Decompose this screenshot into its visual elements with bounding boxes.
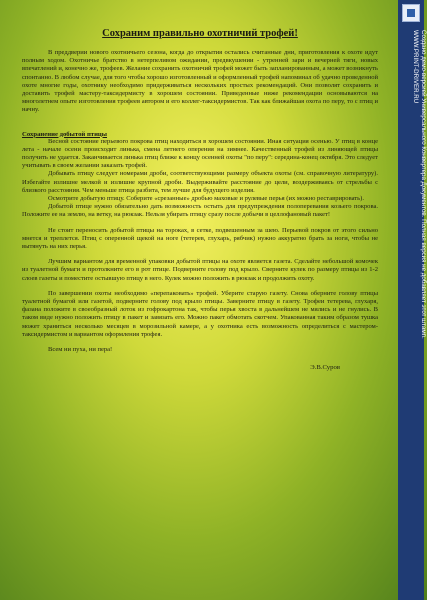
page-title: Сохраним правильно охотничий трофей! xyxy=(102,28,298,39)
paragraph: Добывать птицу следует номерами дроби, соответствующими размеру объекта охоты (см. справочную литературу). Избегайте излишне мелкой и излишне крупной дроби. Выдерживайте расстояние до цели, воздерживаясь от стрельбы с близкого расстояния. Чем меньше птица разбита, тем лучше для будущего изделия. xyxy=(22,170,378,194)
closing-line: Всем ни пуха, ни пера! xyxy=(48,346,113,354)
watermark-text xyxy=(411,30,427,339)
paragraph: Лучшим вариантом для временной упаковки добытой птицы на охоте является газета. Сделайте небольшой комочек из туалетной бумаги и протолкните его в рот птице. Подверните голову под крыло. Сверните кулек по размеру птицы из 1-2 слоев газеты и поместите остывшую птицу в него. Кулек можно положить в рюкзак и продолжить охоту. xyxy=(22,258,378,282)
converter-logo-icon xyxy=(402,4,420,22)
paragraph: По завершении охоты необходимо «перепаковать» трофей. Уберите старую газету. Снова оберните голову птицы туалетной бумагой или газетой, подверните голову под крыло птицы. Заверните птицу в газету. Трофеи тетерева, глухаря, фазана положите в своеобразный лоток из гофрокартона так, чтобы перья хвоста в дальнейшем не мялись и не гнулись. В таком виде нужно положить птицу в пакет и завязать его. Можно пакет обмотать скотчем. Упакованная таким образом тушка может храниться несколько месяцев в морозильной камере, а у охотника есть возможность определиться с мастером-таксидермистом и вариантом оформления трофея. xyxy=(22,289,378,338)
paragraph: Осмотрите добытую птицу. Соберите «срезанные» дробью маховые и рулевые перья (их можно реставрировать). xyxy=(48,195,364,203)
paragraph: Добытой птице нужно обязательно дать возможность остыть для предупреждения полоперевания козьего покрова. Положите ее на землю, на ветку, на рюкзак. Нельзя убирать птицу сразу после добычи в целлофановый пакет! xyxy=(22,203,378,219)
paragraph: Весной состояние перьевого покрова птиц находиться в хорошем состоянии. Иная ситуация осенью. У птиц в конце лета - начале осени происходит линька, смена летнего оперения на зимнее. Качественный трофей из линяющей птицы получить не удается. Заканчивается линька птиц ближе к концу осенней охоты "по перу": середина-конец октября. Это следует учитывать в своем желании заказать трофей. xyxy=(22,137,378,170)
watermark-message: Создано демо-версией Универсального Конвертера Документов. Полная версия не добавляет этот штамп. xyxy=(420,30,427,339)
spacer xyxy=(22,251,378,258)
paragraph: Не стоит переносить добытой птицы на тороках, в сетке, подвешенным за шею. Перьевой покров от этого сильно мнется и треплется. Птиц с оперенной щекой на ноге (тетерев, глухарь, рябчик) нужно аккуратно брать за ноги, чтобы не вытянуть на них перья. xyxy=(22,226,378,251)
spacer xyxy=(22,339,378,346)
section-title: Сохранение добытой птицы xyxy=(22,130,108,138)
converter-watermark-bar xyxy=(398,0,427,600)
spacer xyxy=(22,220,378,227)
spacer xyxy=(22,283,378,290)
watermark-url[interactable]: WWW.PRINT-DRIVER.RU xyxy=(412,30,419,104)
author-signature: Э.В.Суров xyxy=(310,364,340,372)
intro-paragraph: В преддверии нового охотничьего сезона, когда до открытия остались считанные дни, приготовления к охоте идут полным ходом. Охотничье братство в нетерпеливом ожидании, предвкушении - утренней зари и вечерней тяги, новых впечатлений и, конечно же, трофеев. Желание сохранить охотничий трофей может быть запланированным, а может возникнуть спонтанно. В любом случае, для того чтобы хорошо изготовленный и оформленный трофей напоминал об удачно проведенной охоте многие годы, охотнику необходимо придерживаться нескольких простых рекомендаций. Они позволят сохранить и доставить трофей мастеру-таксидермисту в хорошем состоянии. Приведенные ниже рекомендации основываются на многолетнем опыте изготовления трофеев автором и его коллег-таксидермистов. Так как ближайшая охота по перу, то с птиц и начну. xyxy=(22,49,378,114)
